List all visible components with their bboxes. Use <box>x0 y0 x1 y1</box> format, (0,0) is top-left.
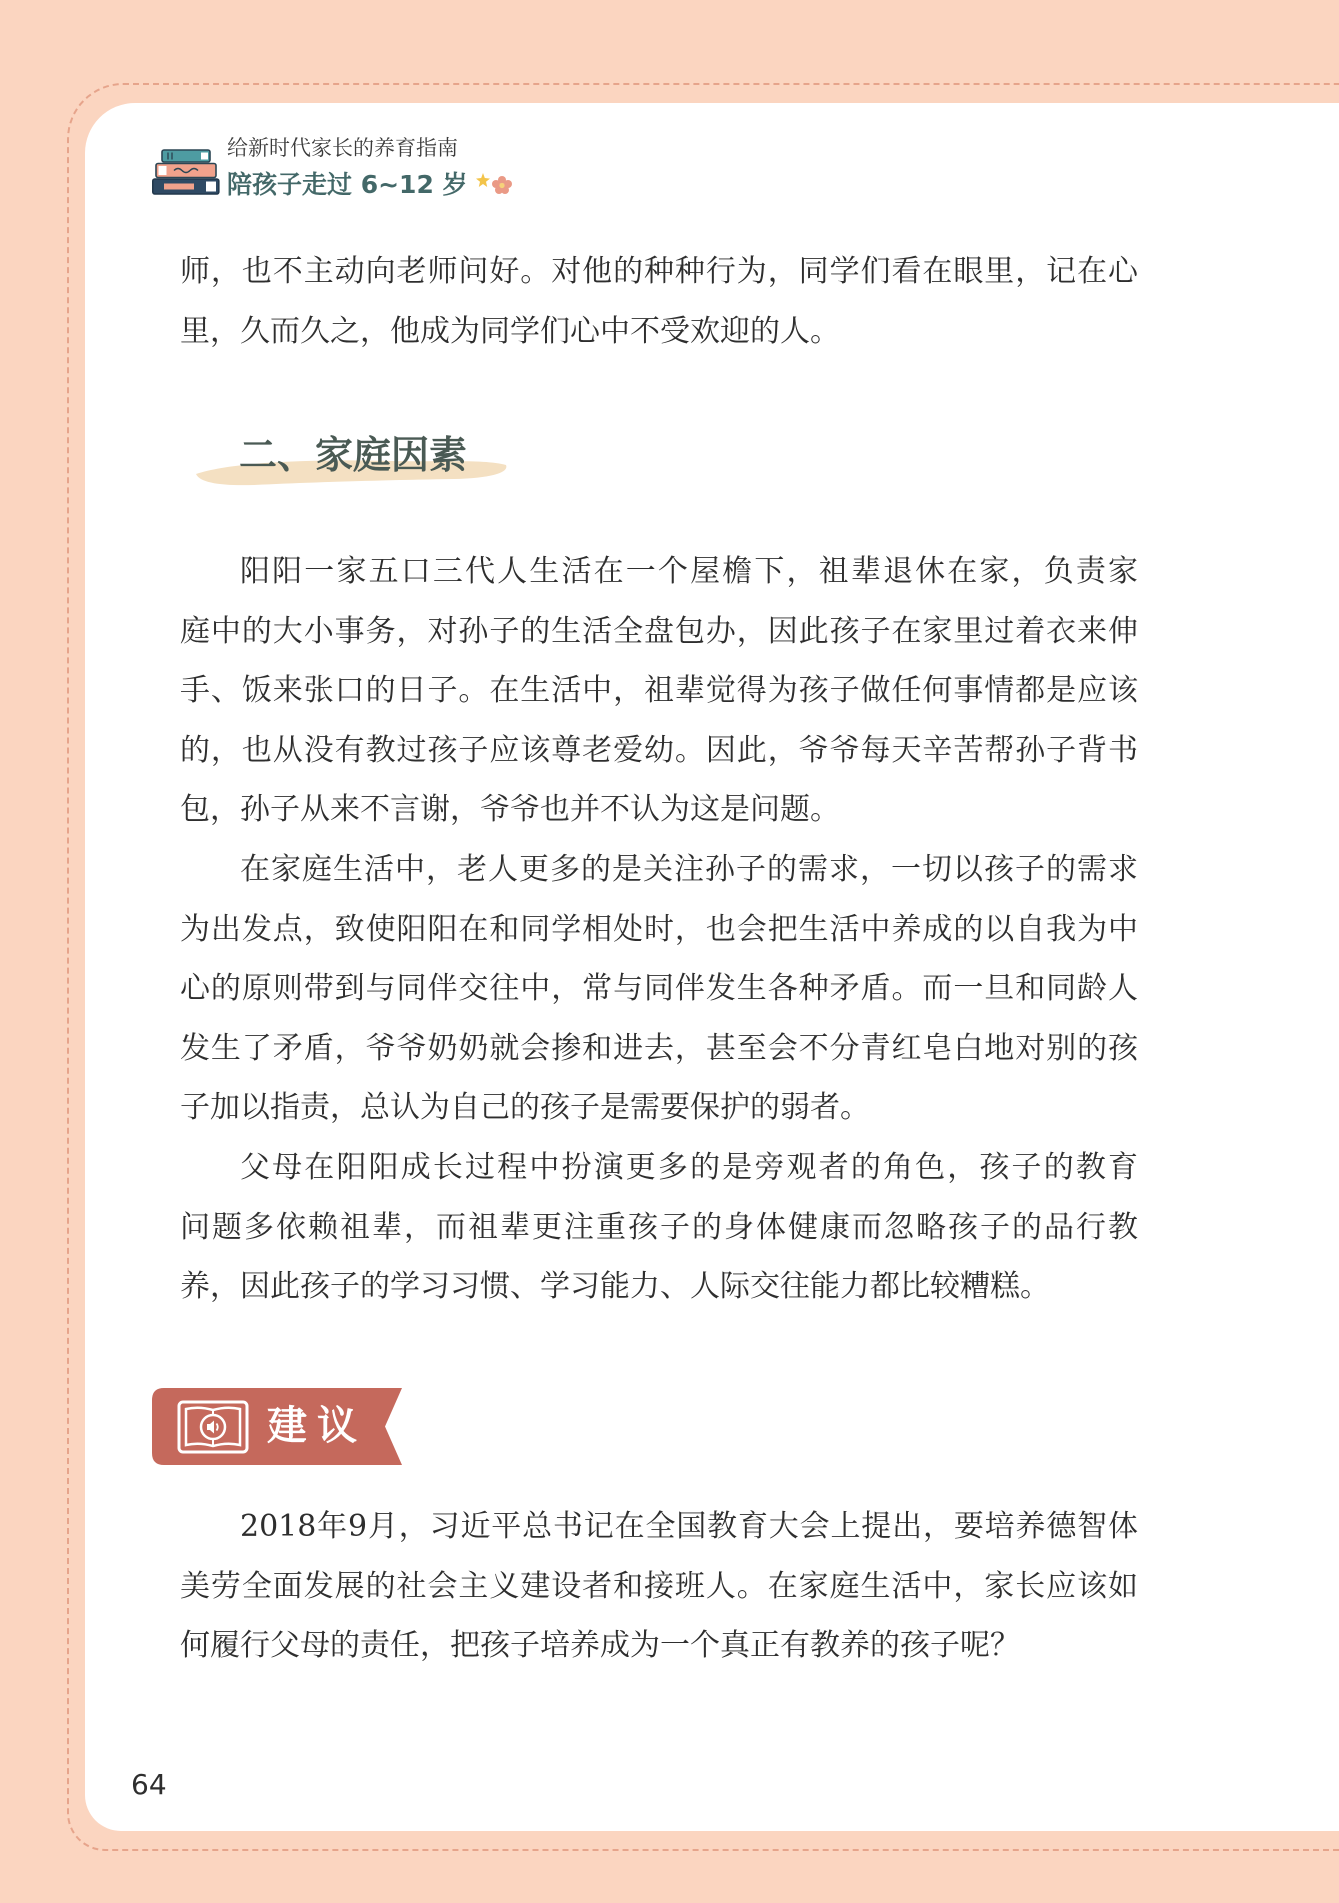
book-stack-icon <box>152 148 222 196</box>
text-line: 阳阳一家五口三代人生活在一个屋檐下，祖辈退休在家，负责家 <box>240 554 1138 589</box>
suggestion-body <box>180 1497 1138 1676</box>
text-line: 在家庭生活中，老人更多的是关注孙子的需求，一切以孩子的需求 <box>240 851 1138 887</box>
section-heading: 二、家庭因素 <box>239 432 468 477</box>
text-line: 心的原则带到与同伴交往中，常与同伴发生各种矛盾。而一旦和同龄人 <box>180 971 1138 1007</box>
text-line: 何履行父母的责任，把孩子培养成为一个真正有教养的孩子呢？ <box>180 1628 1020 1664</box>
text-line: 师，也不主动向老师问好。对他的种种行为，同学们看在眼里，记在心 <box>180 254 1138 289</box>
text-line: 养，因此孩子的学习习惯、学习能力、人际交往能力都比较糟糕。 <box>180 1269 1050 1305</box>
intro-paragraph <box>180 242 1138 361</box>
book-speaker-icon <box>176 1399 250 1455</box>
book-title: 陪孩子走过 6~12 岁 <box>227 170 468 199</box>
text-line: 为出发点，致使阳阳在和同学相处时，也会把生活中养成的以自我为中 <box>180 911 1138 947</box>
suggestion-banner <box>152 1388 402 1465</box>
star-flower-decoration <box>474 170 514 196</box>
text-line: 问题多依赖祖辈，而祖辈更注重孩子的身体健康而忽略孩子的品行教 <box>180 1209 1138 1245</box>
text-line: 的，也从没有教过孩子应该尊老爱幼。因此，爷爷每天辛苦帮孙子背书 <box>180 732 1138 768</box>
text-line: 子加以指责，总认为自己的孩子是需要保护的弱者。 <box>180 1090 870 1126</box>
text-line: 发生了矛盾，爷爷奶奶就会掺和进去，甚至会不分青红皂白地对别的孩 <box>180 1030 1138 1066</box>
text-line: 里，久而久之，他成为同学们心中不受欢迎的人。 <box>180 313 840 349</box>
section-body <box>180 542 1138 1317</box>
text-line: 包，孙子从来不言谢，爷爷也并不认为这是问题。 <box>180 792 840 828</box>
text-line: 手、饭来张口的日子。在生活中，祖辈觉得为孩子做任何事情都是应该 <box>180 673 1138 709</box>
text-line: 庭中的大小事务，对孙子的生活全盘包办，因此孩子在家里过着衣来伸 <box>180 613 1138 649</box>
text-line: 父母在阳阳成长过程中扮演更多的是旁观者的角色，孩子的教育 <box>240 1149 1138 1185</box>
text-line: 美劳全面发展的社会主义建设者和接班人。在家庭生活中，家长应该如 <box>180 1568 1138 1604</box>
text-line: 2018年9月，习近平总书记在全国教育大会上提出，要培养德智体 <box>240 1509 1138 1544</box>
suggestion-label: 建议 <box>267 1403 367 1449</box>
page-number: 64 <box>131 1768 167 1801</box>
series-title: 给新时代家长的养育指南 <box>227 136 458 160</box>
